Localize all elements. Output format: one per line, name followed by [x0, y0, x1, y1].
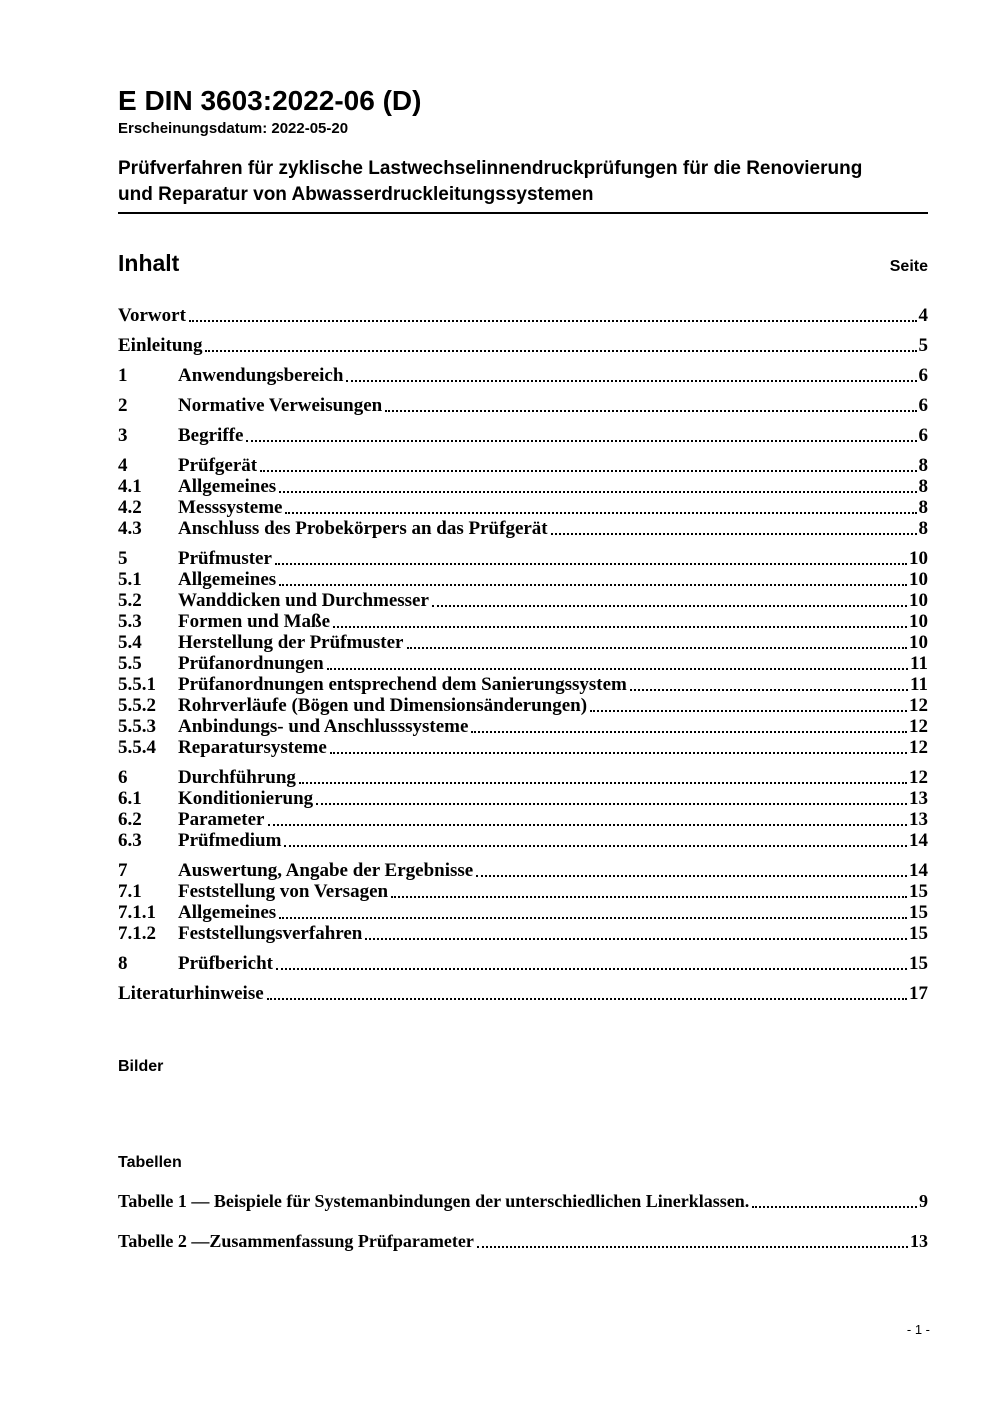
toc-entry-number: 7.1.1 [118, 902, 156, 923]
toc-entry-page: 12 [909, 737, 928, 758]
toc-entry-label: Allgemeines [178, 476, 277, 497]
dot-leader [476, 875, 907, 877]
toc-header [118, 250, 928, 276]
toc-entry-number: 1 [118, 365, 128, 386]
toc-entry-page: 8 [918, 497, 928, 518]
toc-entry [118, 788, 928, 809]
toc-entry-page: 14 [909, 860, 928, 881]
dot-leader [590, 710, 907, 712]
toc-entry-label: Feststellung von Versagen [178, 881, 389, 902]
dot-leader [284, 845, 907, 847]
dot-leader [267, 998, 907, 1000]
toc-entry-label: Prüfanordnungen [178, 653, 324, 674]
toc-entry-page: 12 [909, 695, 928, 716]
toc-entry [118, 476, 928, 497]
toc-entry-number: 6.1 [118, 788, 142, 809]
toc-entry-label: Auswertung, Angabe der Ergebnisse [178, 860, 474, 881]
toc-entry-number: 5.5 [118, 653, 142, 674]
dot-leader [279, 491, 916, 493]
toc-entry-number: 2 [118, 395, 128, 416]
dot-leader [276, 968, 907, 970]
toc-entry-page: 8 [918, 455, 928, 476]
dot-leader [385, 410, 916, 412]
toc-entry-page: 10 [909, 611, 928, 632]
dot-leader [630, 689, 908, 691]
dot-leader [316, 803, 907, 805]
toc-entry-label: Prüfmuster [178, 548, 272, 569]
toc-entry-label: Prüfanordnungen entsprechend dem Sanierungssystem [178, 674, 627, 695]
dot-leader [477, 1246, 908, 1248]
dot-leader [327, 668, 908, 670]
toc-entry-number: 4.2 [118, 497, 142, 518]
toc-entry-label: Rohrverläufe (Bögen und Dimensionsänderungen) [178, 695, 588, 716]
toc-entry-page: 10 [909, 548, 928, 569]
toc-entry [118, 425, 928, 446]
dot-leader [346, 380, 916, 382]
toc-entry [118, 983, 928, 1004]
toc-entry-number: 6.3 [118, 830, 142, 851]
release-date: Erscheinungsdatum: 2022-05-20 [118, 120, 349, 137]
tables-heading: Tabellen [118, 1154, 182, 1171]
toc-entry [118, 881, 928, 902]
toc-entry [118, 767, 928, 788]
toc-entry-number: 6.2 [118, 809, 142, 830]
toc-entry-label: Herstellung der Prüfmuster [178, 632, 404, 653]
toc-entry-page: 15 [909, 953, 928, 974]
toc-entry [118, 548, 928, 569]
dot-leader [279, 584, 907, 586]
toc-entry-number: 4 [118, 455, 128, 476]
toc-entry [118, 695, 928, 716]
toc-entry-number: 5.5.2 [118, 695, 156, 716]
dot-leader [407, 647, 908, 649]
dot-leader [260, 470, 916, 472]
toc-entry [118, 590, 928, 611]
toc-entry-page: 8 [918, 518, 928, 539]
toc-entry-label: Durchführung [178, 767, 296, 788]
toc-entry-label: Anschluss des Probekörpers an das Prüfgerät [178, 518, 548, 539]
table-entry [118, 1190, 928, 1212]
toc-entry-label: Begriffe [178, 425, 244, 446]
toc-heading: Inhalt [118, 250, 180, 276]
toc-entry [118, 737, 928, 758]
dot-leader [752, 1206, 917, 1208]
table-entry-page: 9 [919, 1191, 928, 1211]
toc-entry-number: 7.1.2 [118, 923, 156, 944]
toc-entry-label: Anwendungsbereich [178, 365, 344, 386]
toc-entry-number: 6 [118, 767, 128, 788]
toc-entry-label: Wanddicken und Durchmesser [178, 590, 429, 611]
toc-entry-page: 12 [909, 716, 928, 737]
toc-entry-number: 7 [118, 860, 128, 881]
toc-entry [118, 923, 928, 944]
toc-entry [118, 305, 928, 326]
toc-entry-label: Allgemeines [178, 569, 277, 590]
dot-leader [299, 782, 907, 784]
toc-entry [118, 953, 928, 974]
toc-entry [118, 497, 928, 518]
toc-entry [118, 611, 928, 632]
toc-entry-label: Anbindungs- und Anschlusssysteme [178, 716, 469, 737]
toc-entry-label: Konditionierung [178, 788, 314, 809]
toc-entry-label: Feststellungsverfahren [178, 923, 363, 944]
toc-entry-page: 12 [909, 767, 928, 788]
table-entry-page: 13 [910, 1231, 928, 1251]
toc-entry-number: 5.2 [118, 590, 142, 611]
page-column-label: Seite [889, 258, 928, 275]
toc-entry-page: 11 [910, 653, 928, 674]
toc-entry-label: Literaturhinweise [118, 983, 264, 1004]
toc-entry-page: 10 [909, 590, 928, 611]
dot-leader [391, 896, 907, 898]
toc-entry-page: 17 [909, 983, 928, 1004]
toc-entry-page: 10 [909, 632, 928, 653]
toc-list [118, 305, 928, 1004]
toc-entry-label: Normative Verweisungen [178, 395, 383, 416]
dot-leader [279, 917, 907, 919]
table-entries-list [118, 1190, 928, 1252]
toc-entry-label: Reparatursysteme [178, 737, 327, 758]
toc-entry [118, 395, 928, 416]
dot-leader [432, 605, 907, 607]
table-entry-label: Tabelle 1 — Beispiele für Systemanbindungen der unterschiedlichen Linerklassen. [118, 1191, 750, 1211]
toc-entry-page: 6 [918, 365, 928, 386]
toc-entry-page: 10 [909, 569, 928, 590]
dot-leader [205, 350, 916, 352]
toc-entry-page: 6 [918, 425, 928, 446]
toc-entry-label: Prüfbericht [178, 953, 273, 974]
toc-entry [118, 902, 928, 923]
toc-entry-page: 14 [909, 830, 928, 851]
toc-entry [118, 365, 928, 386]
toc-entry-label: Formen und Maße [178, 611, 330, 632]
toc-entry-number: 3 [118, 425, 128, 446]
toc-entry-label: Prüfgerät [178, 455, 258, 476]
toc-entry [118, 518, 928, 539]
toc-entry-page: 4 [918, 305, 928, 326]
toc-entry [118, 335, 928, 356]
toc-entry [118, 860, 928, 881]
document-title: Prüfverfahren für zyklische Lastwechselinnendruckprüfungen für die Renovierung und Reparatur von Abwasserdruckleitungssystemen [118, 158, 863, 205]
toc-entry-label: Allgemeines [178, 902, 277, 923]
dot-leader [551, 533, 917, 535]
dot-leader [471, 731, 907, 733]
page-number-footer: - 1 - [906, 1322, 930, 1337]
toc-entry-page: 6 [918, 395, 928, 416]
toc-entry-page: 5 [918, 335, 928, 356]
toc-entry [118, 674, 928, 695]
toc-entry [118, 569, 928, 590]
toc-entry-label: Messsysteme [178, 497, 283, 518]
toc-entry-page: 15 [909, 923, 928, 944]
toc-entry-number: 4.1 [118, 476, 142, 497]
toc-entry-number: 5.5.1 [118, 674, 156, 695]
toc-entry [118, 632, 928, 653]
toc-entry-number: 8 [118, 953, 128, 974]
toc-entry [118, 830, 928, 851]
doc-number: E DIN 3603:2022-06 (D) [118, 85, 422, 116]
dot-leader [365, 938, 907, 940]
toc-entry [118, 809, 928, 830]
toc-entry [118, 716, 928, 737]
dot-leader [330, 752, 907, 754]
toc-entry-label: Einleitung [118, 335, 203, 356]
toc-entry-page: 11 [910, 674, 928, 695]
dot-leader [285, 512, 916, 514]
toc-entry-page: 15 [909, 881, 928, 902]
toc-entry-number: 5.1 [118, 569, 142, 590]
toc-entry-label: Vorwort [118, 305, 186, 326]
dot-leader [268, 824, 908, 826]
toc-entry-page: 13 [909, 788, 928, 809]
toc-entry [118, 455, 928, 476]
table-entry-label: Tabelle 2 —Zusammenfassung Prüfparameter [118, 1231, 474, 1251]
toc-entry-number: 5.5.3 [118, 716, 156, 737]
table-entry [118, 1230, 928, 1252]
toc-entry-number: 5.3 [118, 611, 142, 632]
figures-heading: Bilder [118, 1058, 164, 1075]
toc-entry-page: 15 [909, 902, 928, 923]
toc-entry-page: 8 [918, 476, 928, 497]
toc-entry-number: 5 [118, 548, 128, 569]
toc-entry-page: 13 [909, 809, 928, 830]
title-block [118, 156, 928, 214]
toc-entry-label: Parameter [178, 809, 265, 830]
toc-entry-label: Prüfmedium [178, 830, 282, 851]
dot-leader [189, 320, 917, 322]
toc-entry-number: 4.3 [118, 518, 142, 539]
toc-entry [118, 653, 928, 674]
toc-entry-number: 5.5.4 [118, 737, 156, 758]
dot-leader [333, 626, 907, 628]
toc-entry-number: 5.4 [118, 632, 142, 653]
dot-leader [246, 440, 916, 442]
dot-leader [275, 563, 907, 565]
toc-entry-number: 7.1 [118, 881, 142, 902]
